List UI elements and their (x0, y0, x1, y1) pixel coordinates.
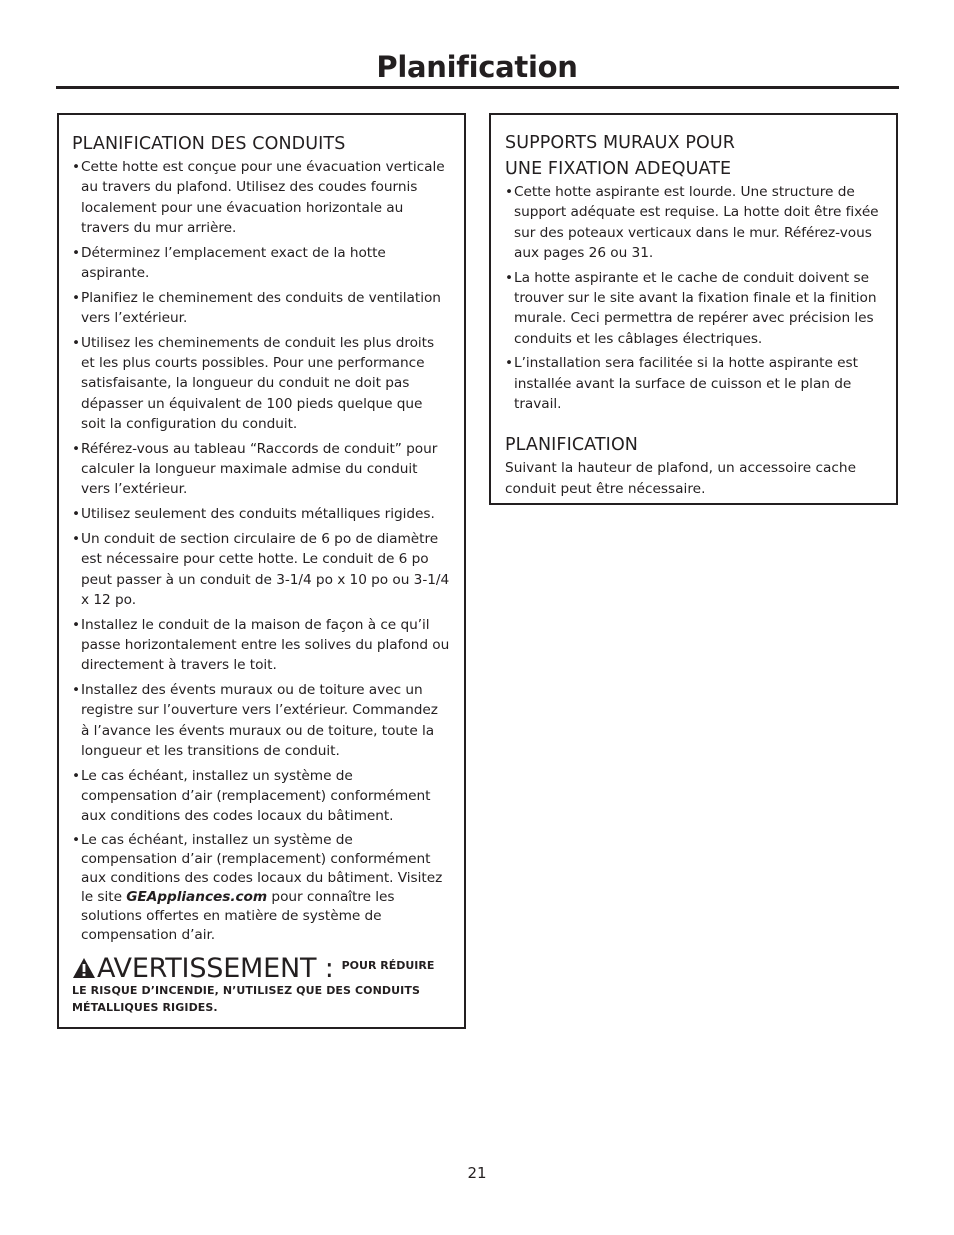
list-item: • Référez-vous au tableau “Raccords de conduit” pour calculer la longueur maximale admise du conduit vers l’extérieur. (72, 439, 450, 500)
title-divider (56, 86, 899, 89)
warning-header (72, 953, 450, 985)
list-item-makeup-air (72, 831, 450, 945)
duct-planning-heading: PLANIFICATION DES CONDUITS (72, 134, 346, 154)
site-link[interactable]: GEAppliances.com (126, 889, 268, 906)
warning-title: AVERTISSEMENT : (97, 953, 334, 985)
wall-support-heading (505, 130, 882, 182)
wall-support-heading-line2: UNE FIXATION ADEQUATE (505, 159, 732, 179)
list-item: • Un conduit de section circulaire de 6 po de diamètre est nécessaire pour cette hotte. Le conduit de 6 po peut passer à un conduit de 3-1/4 po x 10 po ou 3-1/4 x 12 po. (72, 529, 450, 610)
list-item: • Cette hotte est conçue pour une évacuation verticale au travers du plafond. Utilisez des coudes fournis localement pour une évacuation horizontale au travers du mur arrière. (72, 157, 450, 238)
page-title: Planification (376, 50, 578, 84)
wall-support-list (505, 182, 882, 414)
list-item: • Utilisez seulement des conduits métalliques rigides. (72, 504, 450, 524)
list-item: • Installez le conduit de la maison de façon à ce qu’il passe horizontalement entre les solives du plafond ou directement à travers le toit. (72, 615, 450, 676)
page-number: 21 (467, 1164, 487, 1182)
wall-support-panel (489, 113, 898, 505)
list-item: • Cette hotte aspirante est lourde. Une structure de support adéquate est requise. La hotte doit être fixée sur des poteaux verticaux dans le mur. Référez-vous aux pages 26 ou 31. (505, 182, 882, 263)
warning-block (72, 953, 450, 1016)
list-item: • Planifiez le cheminement des conduits de ventilation vers l’extérieur. (72, 288, 450, 329)
makeup-air-text-before: Le cas échéant, installez un système de compensation d’air (remplacement) conformément aux conditions des codes locaux du bâtiment. Visitez le site (81, 832, 443, 906)
warning-lead-text: POUR RÉDUIRE (341, 959, 435, 973)
list-item: • La hotte aspirante et le cache de conduit doivent se trouver sur le site avant la fixation finale et la finition murale. Ceci permettra de repérer avec précision les conduits et les câblages électriques. (505, 268, 882, 349)
list-item: • Déterminez l’emplacement exact de la hotte aspirante. (72, 243, 450, 284)
list-item: • L’installation sera facilitée si la hotte aspirante est installée avant la surface de cuisson et le plan de travail. (505, 353, 882, 414)
list-item: • Utilisez les cheminements de conduit les plus droits et les plus courts possibles. Pour une performance satisfaisante, la longueur du conduit ne doit pas dépasser un équivalent de 100 pieds quelque que soit la configuration du conduit. (72, 333, 450, 434)
makeup-air-text-after: pour connaître les solutions offertes en matière de système de compensation d’air. (81, 889, 395, 944)
list-item: • Le cas échéant, installez un système de compensation d’air (remplacement) conformément aux conditions des codes locaux du bâtiment. (72, 766, 450, 827)
wall-support-heading-line1: SUPPORTS MURAUX POUR (505, 133, 736, 153)
planning-paragraph: Suivant la hauteur de plafond, un accessoire cache conduit peut être nécessaire. (505, 460, 856, 497)
planning-heading: PLANIFICATION (505, 435, 639, 456)
list-item: • Installez des évents muraux ou de toiture avec un registre sur l’ouverture vers l’extérieur. Commandez à l’avance les évents muraux ou de toiture, toute la longueur et les transitions de conduit. (72, 680, 450, 761)
duct-planning-list (72, 157, 450, 945)
warning-body: LE RISQUE D’INCENDIE, N’UTILISEZ QUE DES CONDUITS MÉTALLIQUES RIGIDES. (72, 984, 421, 1015)
warning-triangle-icon (72, 957, 96, 979)
duct-planning-panel (57, 113, 466, 1029)
